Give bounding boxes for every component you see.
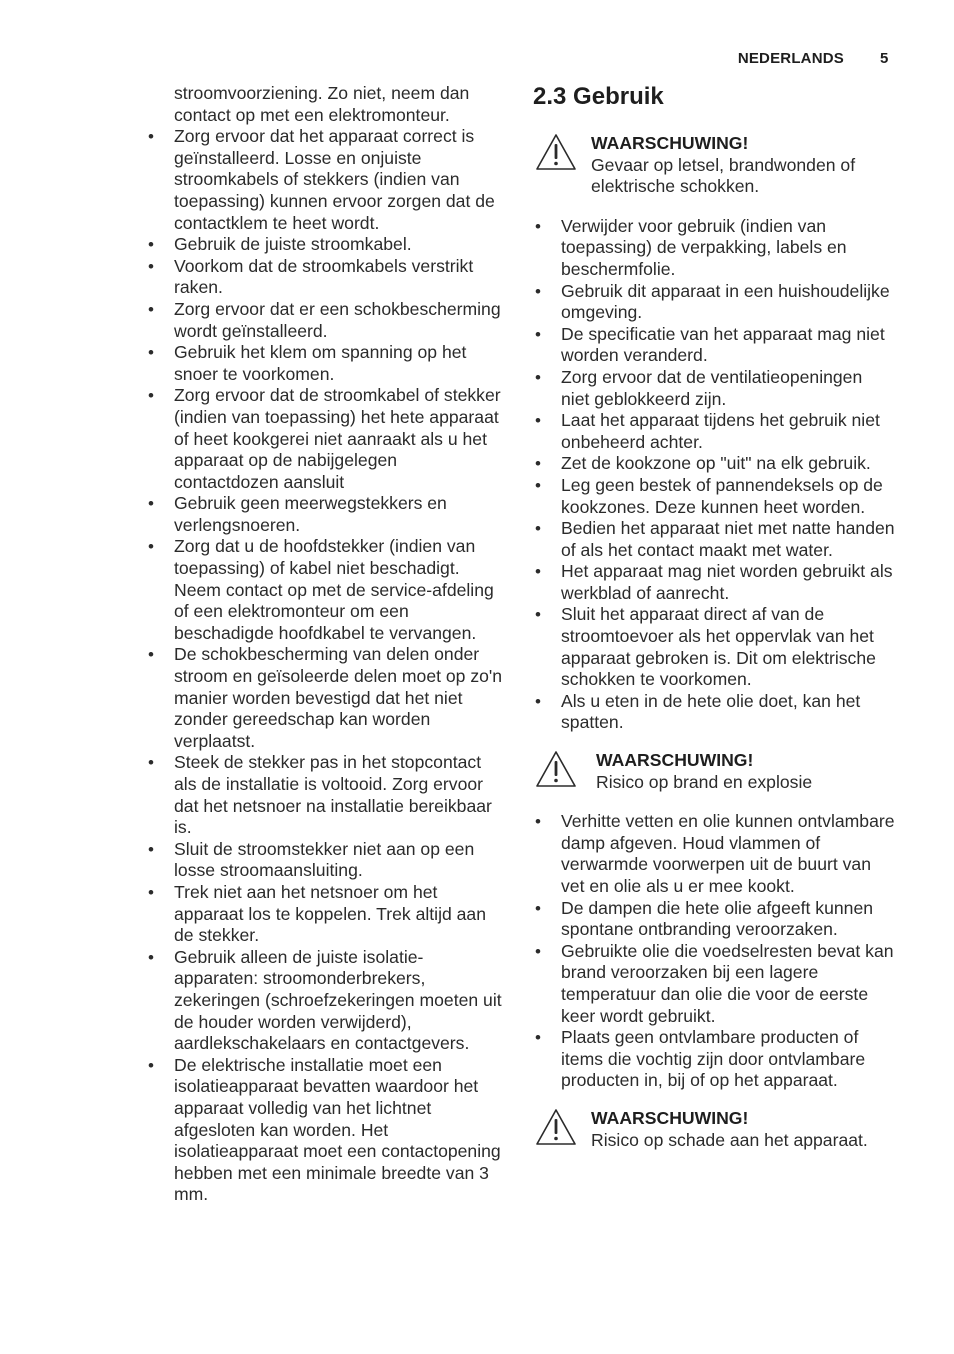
list-item: • Gebruikte olie die voedselresten bevat kan brand veroorzaken bij een lagere temperatuur dan olie die voor de eerste keer wordt gebruikt. — [535, 940, 894, 1026]
warning-block — [533, 750, 895, 793]
list-item: • Voorkom dat de stroomkabels verstrikt raken. — [148, 255, 474, 298]
bullet-icon: • — [148, 235, 154, 255]
bullet-icon: • — [535, 216, 541, 236]
continuation-text: stroomvoorziening. Zo niet, neem dan contact op met een elektromonteur. — [174, 83, 470, 125]
bullet-icon: • — [148, 256, 154, 276]
bullet-icon: • — [535, 475, 541, 495]
bullet-icon: • — [535, 454, 541, 474]
warning-triangle-icon — [535, 750, 577, 788]
bullet-icon: • — [148, 386, 154, 406]
page-header — [0, 50, 954, 70]
warning-text: Risico op schade aan het apparaat. — [591, 1129, 868, 1150]
bullet-icon: • — [535, 941, 541, 961]
list-item: • Gebruik dit apparaat in een huishoudelijke omgeving. — [535, 280, 890, 323]
list-item: • Gebruik het klem om spanning op het snoer te voorkomen. — [148, 342, 467, 384]
warning-title: WAARSCHUWING! — [591, 133, 749, 153]
warning-text: Gevaar op letsel, brandwonden of elektrische schokken. — [591, 154, 856, 197]
list-item: • Gebruik alleen de juiste isolatie-apparaten: stroomonderbrekers, zekeringen (schroefzekeringen moeten uit de houder worden verwijderd), aardlekschakelaars en contactgevers. — [148, 946, 502, 1054]
list-item: • Zorg ervoor dat de stroomkabel of stekker (indien van toepassing) het hete apparaat of heet kookgerei niet aanraakt als u het apparaat op de nabijgelegen contactdozen aansluit — [148, 385, 501, 492]
bullet-icon: • — [535, 411, 541, 431]
bullet-icon: • — [535, 812, 541, 832]
bullet-icon: • — [535, 605, 541, 625]
list-item: • Laat het apparaat tijdens het gebruik niet onbeheerd achter. — [535, 410, 880, 452]
warning-block — [533, 133, 895, 198]
bullet-icon: • — [148, 882, 154, 902]
bullet-icon: • — [535, 324, 541, 344]
bullet-icon: • — [535, 898, 541, 918]
language-label: NEDERLANDS — [737, 50, 844, 67]
list-item: • Sluit het apparaat direct af van de stroomtoevoer als het oppervlak van het apparaat gebroken is. Dit om elektrische schokken te voorkomen. — [535, 604, 876, 690]
list-item: • Als u eten in de hete olie doet, kan het spatten. — [535, 690, 861, 733]
list-item: • Het apparaat mag niet worden gebruikt als werkblad of aanrecht. — [535, 561, 893, 603]
list-item: • Zorg ervoor dat het apparaat correct is geïnstalleerd. Losse en onjuiste stroomkabels of stekkers (indien van toepassing) kunnen ervoor zorgen dat de contactklem te heet wordt. — [148, 126, 495, 233]
section-heading — [533, 83, 895, 111]
bullet-icon: • — [148, 753, 154, 773]
bullet-icon: • — [148, 645, 154, 665]
list-item: • Zet de kookzone op "uit" na elk gebruik. — [535, 453, 871, 474]
warning-title: WAARSCHUWING! — [591, 1107, 749, 1128]
warning-triangle-icon — [535, 133, 577, 171]
bullet-list-left — [146, 126, 506, 1206]
bullet-icon: • — [148, 127, 154, 147]
warning-block — [533, 1108, 895, 1151]
list-item: • Verwijder voor gebruik (indien van toepassing) de verpakking, labels en beschermfolie. — [535, 215, 847, 279]
list-item: • Zorg ervoor dat de ventilatieopeningen niet geblokkeerd zijn. — [535, 366, 863, 409]
list-item: • Gebruik geen meerwegstekkers en verlengsnoeren. — [148, 493, 447, 535]
page-number: 5 — [880, 50, 889, 67]
right-column — [533, 83, 895, 1151]
list-item: • Steek de stekker pas in het stopcontact als de installatie is voltooid. Zorg ervoor dat het netsnoer na installatie bereikbaar is. — [148, 752, 492, 838]
bullet-icon: • — [148, 1055, 154, 1075]
bullet-icon: • — [148, 537, 154, 557]
list-item: • Zorg ervoor dat er een schokbescherming wordt geïnstalleerd. — [148, 298, 501, 341]
bullet-icon: • — [148, 839, 154, 859]
list-item: • De elektrische installatie moet een isolatieapparaat bevatten waardoor het apparaat volledig van het lichtnet afgesloten kan worden. Het isolatieapparaat moet een contactopening hebben met een minimale breedte van 3 mm. — [148, 1054, 501, 1205]
bullet-icon: • — [535, 562, 541, 582]
list-item: • De dampen die hete olie afgeeft kunnen spontane ontbranding veroorzaken. — [535, 897, 874, 940]
warning-triangle-icon — [535, 1108, 577, 1146]
section-title: Gebruik — [573, 83, 664, 110]
list-item: • Gebruik de juiste stroomkabel. — [148, 234, 412, 255]
bullet-icon: • — [148, 494, 154, 514]
bullet-list-right-2 — [533, 811, 895, 1092]
list-item: • Zorg dat u de hoofdstekker (indien van toepassing) of kabel niet beschadigt. Neem contact op met de service-afdeling of een elektromonteur om een beschadigde hoofdkabel te vervangen. — [148, 536, 494, 643]
bullet-icon: • — [535, 519, 541, 539]
left-column — [146, 83, 506, 1206]
list-item: • Sluit de stroomstekker niet aan op een losse stroomaansluiting. — [148, 838, 475, 881]
list-item: • Plaats geen ontvlambare producten of items die vochtig zijn door ontvlambare producten in, bij of op het apparaat. — [535, 1027, 866, 1091]
bullet-icon: • — [148, 299, 154, 319]
warning-title: WAARSCHUWING! — [596, 750, 754, 771]
list-item: • Trek niet aan het netsnoer om het apparaat los te koppelen. Trek altijd aan de stekker. — [148, 881, 487, 946]
bullet-icon: • — [148, 343, 154, 363]
list-item: • De schokbescherming van delen onder stroom en geïsoleerde delen moet op zo'n manier worden bevestigd dat het niet zonder gereedschap kan worden verplaatst. — [148, 644, 503, 751]
section-number: 2.3 — [533, 83, 567, 110]
bullet-icon: • — [535, 367, 541, 387]
list-item: • Bedien het apparaat niet met natte handen of als het contact maakt met water. — [535, 518, 895, 560]
bullet-icon: • — [148, 947, 154, 967]
bullet-icon: • — [535, 691, 541, 711]
bullet-list-right-1 — [533, 216, 895, 734]
list-item: • Leg geen bestek of pannendeksels op de kookzones. Deze kunnen heet worden. — [535, 474, 883, 517]
bullet-icon: • — [535, 281, 541, 301]
list-item: • De specificatie van het apparaat mag niet worden veranderd. — [535, 323, 885, 366]
bullet-icon: • — [535, 1028, 541, 1048]
list-item: • Verhitte vetten en olie kunnen ontvlambare damp afgeven. Houd vlammen of verwarmde voorwerpen uit de buurt van vet en olie als u er mee kookt. — [535, 811, 895, 896]
warning-text: Risico op brand en explosie — [596, 771, 813, 792]
